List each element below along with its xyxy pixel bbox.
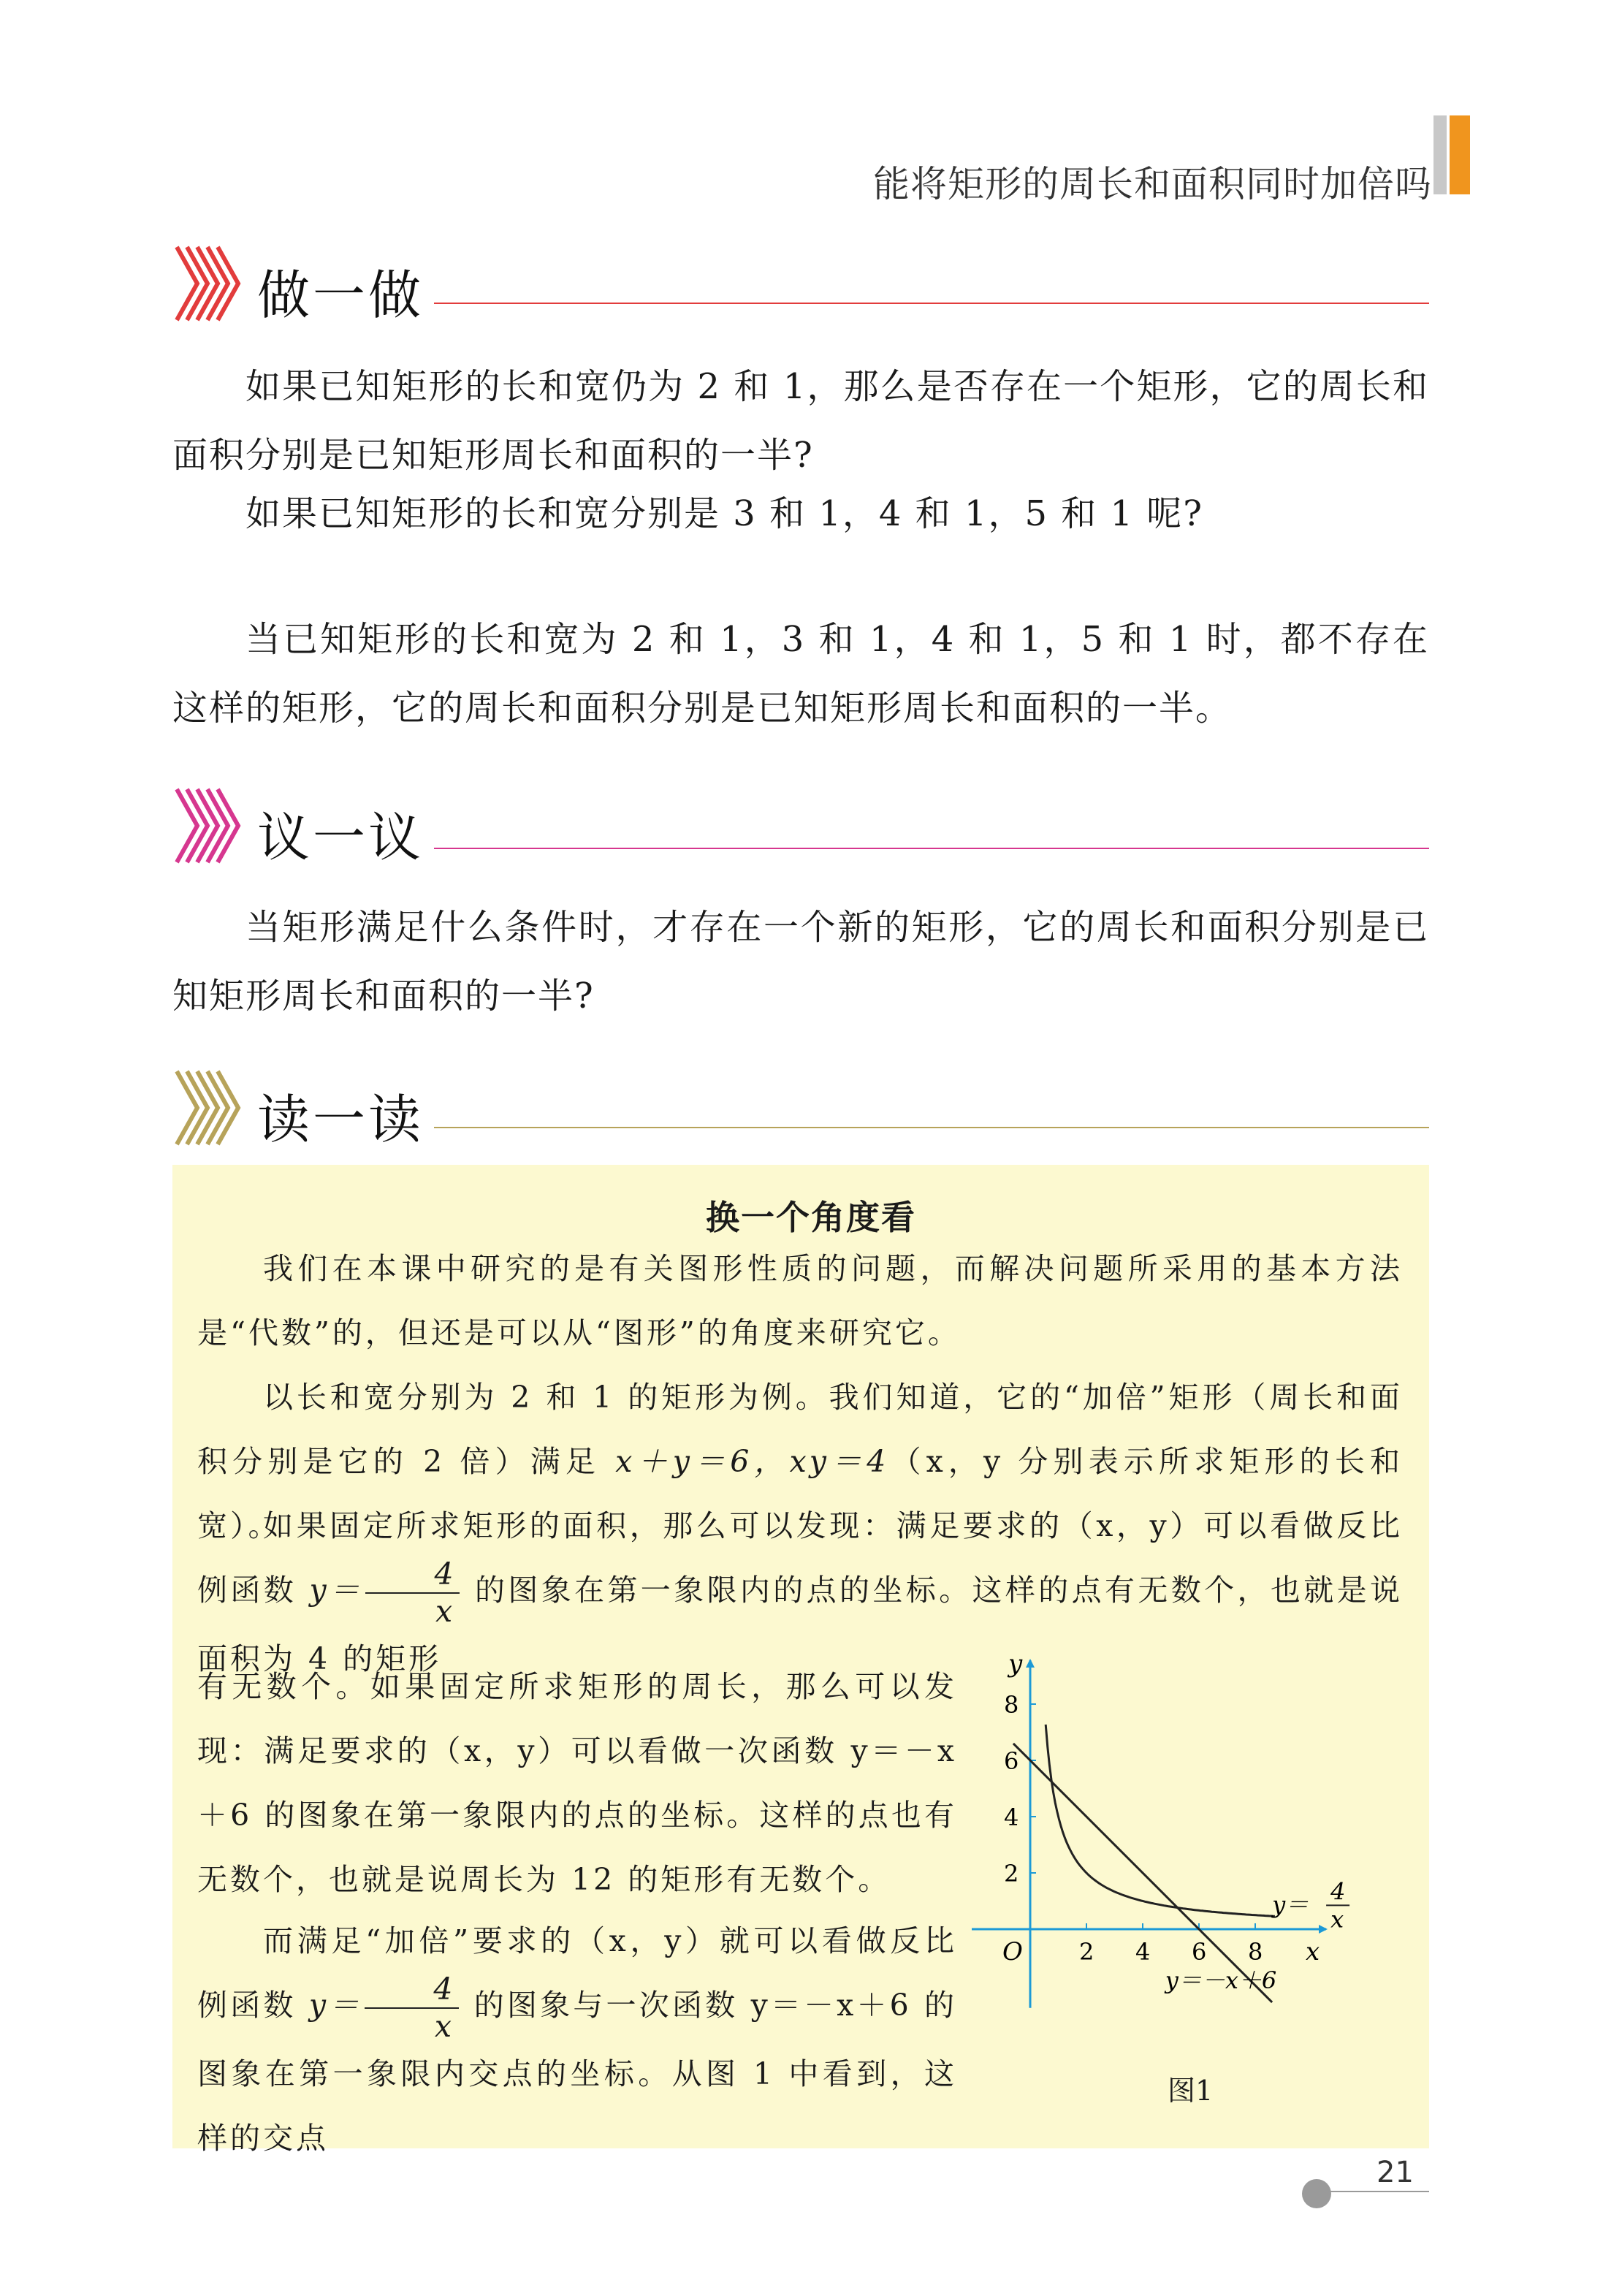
section-heading-discuss bbox=[172, 782, 1429, 870]
text-run: 以长和宽分别为 2 和 1 的矩形为例。我们知道，它的“加倍”矩形（周长和面积分别是它的 2 倍）满足 bbox=[197, 1380, 1403, 1479]
figure-caption: 图1 bbox=[1168, 2075, 1214, 2107]
function-graph bbox=[972, 1649, 1410, 2090]
curve-label-lhs: y＝ bbox=[1272, 1890, 1309, 1919]
fraction bbox=[365, 1556, 459, 1629]
reading-box-title: 换一个角度看 bbox=[706, 1198, 916, 1237]
section-rule bbox=[434, 848, 1429, 849]
y-tick-label: 4 bbox=[1004, 1803, 1019, 1831]
page-number-dot bbox=[1302, 2179, 1331, 2208]
x-tick-label: 8 bbox=[1248, 1938, 1263, 1966]
do-paragraph-3: 当已知矩形的长和宽为 2 和 1，3 和 1，4 和 1，5 和 1 时，都不存在这样的矩形，它的周长和面积分别是已知矩形周长和面积的一半。 bbox=[172, 619, 1429, 729]
curve-label-numerator: 4 bbox=[1330, 1877, 1346, 1906]
equation: y＝ bbox=[309, 1573, 363, 1608]
y-tick-label: 6 bbox=[1004, 1747, 1019, 1775]
section-heading-read bbox=[172, 1064, 1429, 1152]
fraction-denominator: x bbox=[434, 2008, 455, 2044]
chevron-magenta-icon bbox=[172, 782, 253, 870]
section-title: 议一议 bbox=[257, 807, 424, 868]
x-tick-label: 6 bbox=[1192, 1938, 1207, 1966]
text-run: 而满足“加倍”要求的（x，y）就可以看做反比例函数 bbox=[197, 1923, 957, 2023]
section-heading-do bbox=[172, 240, 1429, 327]
fraction bbox=[365, 1971, 458, 2044]
equation: y＝ bbox=[308, 1988, 362, 2023]
page-number: 21 bbox=[1377, 2156, 1414, 2189]
x-tick-label: 4 bbox=[1135, 1938, 1151, 1966]
line-label: y＝－x＋6 bbox=[1165, 1966, 1277, 1994]
do-paragraph-2: 如果已知矩形的长和宽分别是 3 和 1，4 和 1，5 和 1 呢? bbox=[245, 493, 1204, 534]
discuss-paragraph: 当矩形满足什么条件时，才存在一个新的矩形，它的周长和面积分别是已知矩形周长和面积的一半? bbox=[172, 907, 1429, 1016]
section-title: 做一做 bbox=[257, 265, 424, 326]
y-axis-label: y bbox=[1008, 1649, 1023, 1679]
chevron-red-icon bbox=[172, 240, 253, 327]
chapter-title: 能将矩形的周长和面积同时加倍吗 bbox=[873, 163, 1432, 205]
reading-paragraph-4: 有无数个。如果固定所求矩形的周长，那么可以发现：满足要求的（x，y）可以看做一次函数 y＝－x＋6 的图象在第一象限内的点的坐标。这样的点也有无数个，也就是说周长为 12 的矩形有无数个。 bbox=[197, 1669, 957, 1897]
reading-paragraph-1: 我们在本课中研究的是有关图形性质的问题，而解决问题所采用的基本方法是“代数”的，但还是可以从“图形”的角度来研究它。 bbox=[197, 1251, 1403, 1350]
section-rule bbox=[434, 1127, 1429, 1128]
do-paragraph-1: 如果已知矩形的长和宽仍为 2 和 1，那么是否存在一个矩形，它的周长和面积分别是已知矩形周长和面积的一半? bbox=[172, 366, 1429, 476]
section-rule bbox=[434, 303, 1429, 304]
x-tick-label: 2 bbox=[1079, 1938, 1094, 1966]
text-run: 的图象在第一象限内的点的坐标。这样的点有无数个，也就是说面积为 4 的矩形 bbox=[197, 1573, 1403, 1676]
fraction-numerator: 4 bbox=[365, 1974, 458, 2009]
reading-paragraph-5 bbox=[197, 1909, 957, 2170]
y-tick-label: 8 bbox=[1004, 1691, 1019, 1719]
curve-label-denominator: x bbox=[1330, 1905, 1344, 1934]
text-run: （x，y 分别表示所求矩形的长和宽）。 bbox=[197, 1444, 1403, 1543]
page-number-line bbox=[1330, 2191, 1429, 2192]
origin-label: O bbox=[1002, 1937, 1023, 1966]
y-tick-label: 2 bbox=[1004, 1860, 1019, 1888]
text-run: 的图象与一次函数 y＝－x＋6 的图象在第一象限内交点的坐标。从图 1 中看到，这样的交点 bbox=[197, 1988, 957, 2156]
text-run: 如果固定所求矩形的面积，那么可以发现：满足要求的（x，y）可以看做反比例函数 bbox=[197, 1508, 1403, 1608]
x-axis-label: x bbox=[1306, 1937, 1320, 1966]
chevron-olive-icon bbox=[172, 1064, 253, 1152]
header-bar-orange bbox=[1450, 115, 1470, 194]
header-bar-gray bbox=[1433, 115, 1447, 194]
section-title: 读一读 bbox=[257, 1089, 424, 1150]
series-line-hyperbola bbox=[1046, 1725, 1275, 1916]
fraction-numerator: 4 bbox=[365, 1559, 459, 1594]
equation: x＋y＝6，xy＝4 bbox=[615, 1444, 889, 1479]
fraction-denominator: x bbox=[435, 1593, 456, 1629]
